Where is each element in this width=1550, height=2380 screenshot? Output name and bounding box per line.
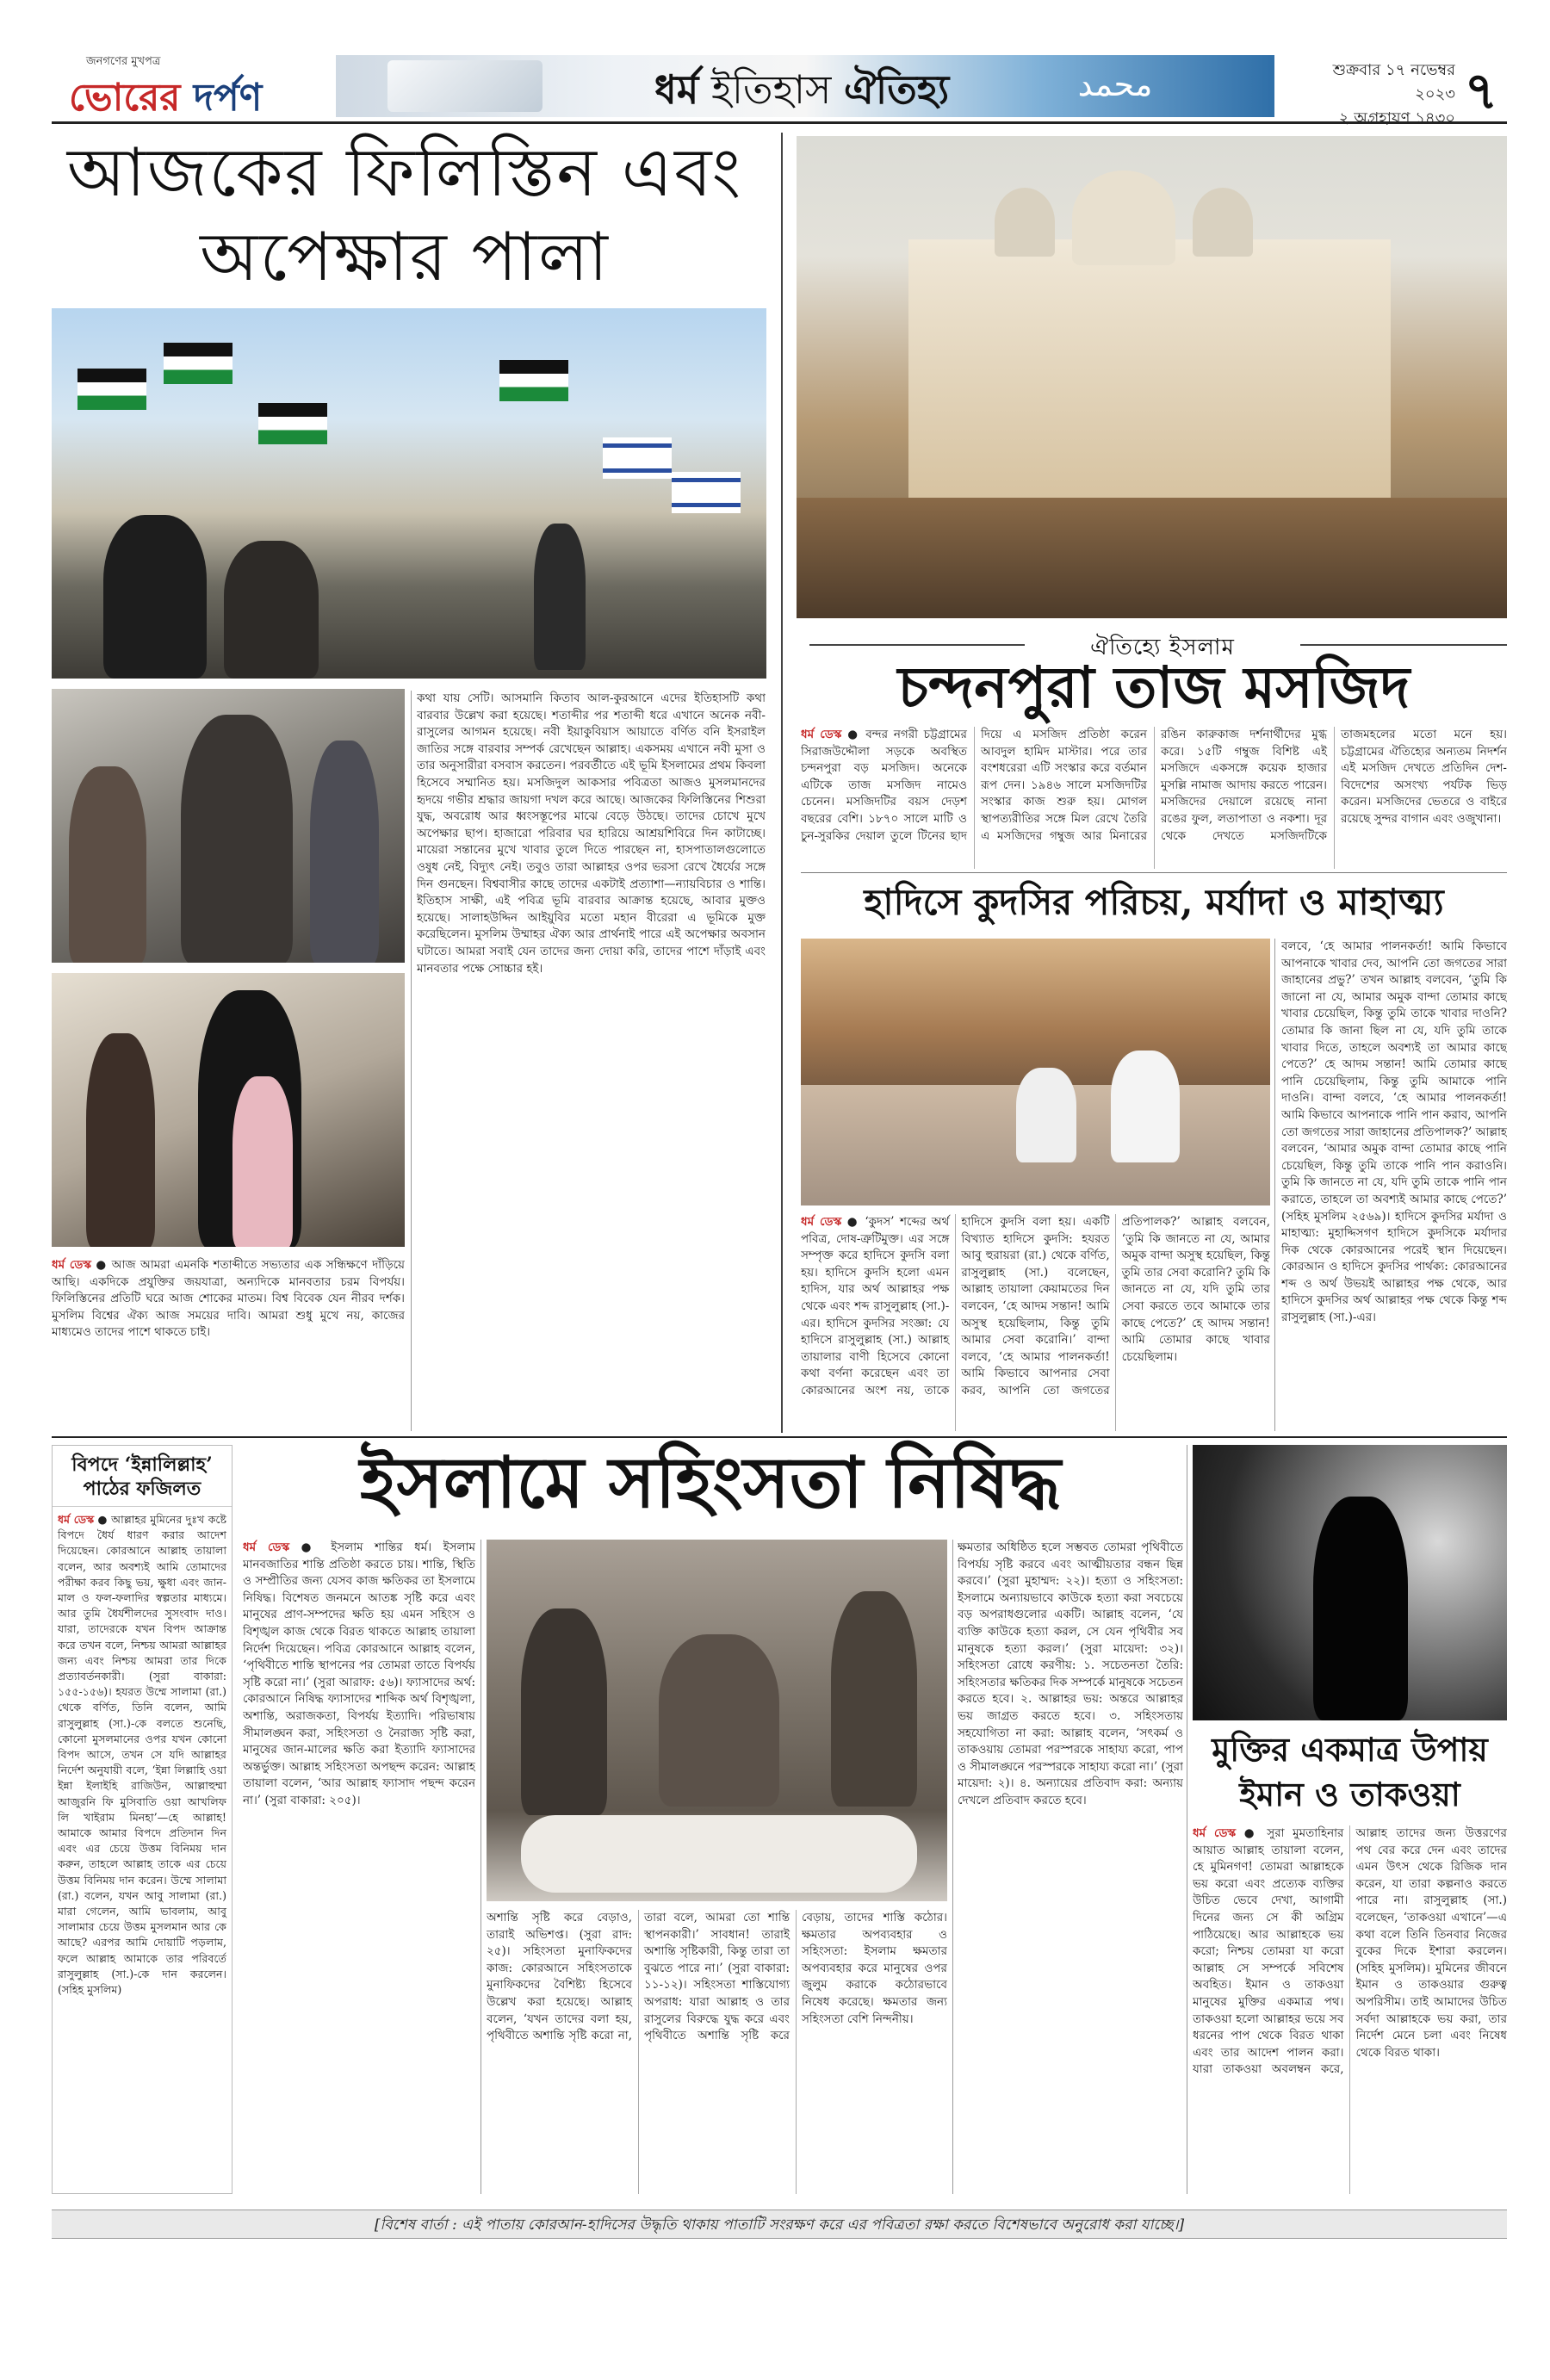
sidebox-body: ধর্ম ডেস্ক ● আল্লাহর মুমিনের দুঃখ কষ্টে বিপদে ধৈর্য ধারণ করার আদেশ দিয়েছেন। কোরআনে আল্লাহ তায়ালা বলেন, আর অবশ্যই আমি তোমাদের পরীক্ষা করব কিছু ভয়, ক্ষুধা এবং জান-মাল ও ফল-ফলাদির স্বল্পতার মাধ্যমে। আর তুমি ধৈর্যশীলদের সুসংবাদ দাও। যারা, তাদেরকে যখন বিপদ আক্রান্ত করে তখন বলে, নিশ্চয় আমরা আল্লাহর জন্য এবং নিশ্চয় আমরা তার দিকে প্রত্যাবর্তনকারী। (সুরা বাকারা: ১৫৫-১৫৬)। হযরত উম্মে সালামা (রা.) থেকে বর্ণিত, তিনি বলেন, আমি রাসুলুল্লাহ (সা.)-কে বলতে শুনেছি, কোনো মুসলমানের ওপর যখন কোনো বিপদ আসে, তখন সে যদি আল্লাহর নির্দেশ অনুযায়ী বলে, ‘ইন্না লিল্লাহি ওয়া ইন্না ইলাইহি রাজিউন, আল্লাহুম্মা আজুরনি ফি মুসিবাতি ওয়া আখলিফ লি খাইরাম মিনহা’—হে আল্লাহ! আমাকে আমার বিপদে প্রতিদান দিন এবং এর চেয়ে উত্তম বিনিময় দান করুন, তাহলে আল্লাহ তাকে এর চেয়ে উত্তম বিনিময় দান করেন। উম্মে সালামা (রা.) বলেন, যখন আবু সালামা (রা.) মারা গেলেন, আমি ভাবলাম, আবু সালামার চেয়ে উত্তম মুসলমান আর কে আছে? এরপর আমি দোয়াটি পড়লাম, ফলে আল্লাহ আমাকে তার পরিবর্তে রাসুলুল্লাহ (সা.)-কে দান করলেন। (সহিহ মুসলিম) [58, 1513, 227, 1997]
footer-notice: [বিশেষ বার্তা : এই পাতায় কোরআন-হাদিসের উদ্ধৃতি থাকায় পাতাটি সংরক্ষণ করে এর পবিত্রতা রক্ষা করতে বিশেষভাবে অনুরোধ করা যাচ্ছে।] [52, 2210, 1507, 2239]
gaza-mourning-photo [487, 1540, 947, 1901]
column-divider [952, 1540, 953, 2194]
section-banner [336, 55, 1274, 117]
sidebar-box [52, 1445, 232, 2194]
evacuation-photo [52, 689, 405, 963]
lead-byline: ধর্ম ডেস্ক [52, 1258, 92, 1272]
police-figure [534, 524, 586, 670]
hadis-body: ধর্ম ডেস্ক ● ‘কুদস’ শব্দের অর্থ পবিত্র, দোষ-ত্রুটিমুক্ত। এর সঙ্গে সম্পৃক্ত করে হাদিসে কুদসি বলা হয়। হাদিসে কুদসি হলো এমন হাদিস, যার অর্থ আল্লাহর পক্ষ থেকে এবং শব্দ রাসুলুল্লাহ (সা.)-এর। হাদিসে কুদসির সংজ্ঞা: যে হাদিসে রাসুলুল্লাহ (সা.) আল্লাহ তায়ালার বাণী হিসেবে কোনো কথা বর্ণনা করেছেন এবং তা কোরআনের অংশ নয়, তাকে হাদিসে কুদসি বলা হয়। একটি বিখ্যাত হাদিসে কুদসি: হযরত আবু হুরায়রা (রা.) থেকে বর্ণিত, রাসুলুল্লাহ (সা.) বলেছেন, আল্লাহ তায়ালা কেয়ামতের দিন বলবেন, ‘হে আদম সন্তান! আমি অসুস্থ হয়েছিলাম, কিন্তু তুমি আমার সেবা করোনি।’ বান্দা বলবে, ‘হে আমার পালনকর্তা! আমি কিভাবে আপনার সেবা করব, আপনি তো জগতের প্রতিপালক?’ আল্লাহ বলবেন, ‘তুমি কি জানতে না যে, আমার অমুক বান্দা অসুস্থ হয়েছিল, কিন্তু তুমি তার সেবা করোনি? তুমি কি জানতে না যে, যদি তুমি তার সেবা করতে তবে আমাকে তার কাছে পেতে?’ হে আদম সন্তান! আমি তোমার কাছে খাবার চেয়েছিলাম। [801, 1215, 1270, 1398]
section-title-oitijjho: ঐতিহ্য [844, 66, 950, 113]
sidebox-headline[interactable]: বিপদে ‘ইন্নালিল্লাহ’ পাঠের ফজিলত [53, 1446, 232, 1507]
mosque-headline[interactable]: চন্দনপুরা তাজ মসজিদ [897, 654, 1410, 721]
violence-byline: ধর্ম ডেস্ক [243, 1540, 290, 1554]
mosque-kicker: ঐতিহ্যে ইসলাম [1090, 635, 1235, 660]
mecca-prayer-photo [801, 939, 1270, 1205]
mosque-dome-icon [1072, 170, 1175, 265]
section-title-itihas: ইতিহাস [698, 66, 845, 113]
section-title-dharma: ধর্ম [654, 66, 699, 113]
mosque-building [908, 239, 1391, 498]
logo-name-part1: ভোরের [69, 76, 181, 120]
violence-headline[interactable]: ইসলামে সহিংসতা নিষিদ্ধ [360, 1441, 1061, 1524]
worshipper-figure [1111, 1051, 1180, 1162]
hadis-headline[interactable]: হাদিসে কুদসির পরিচয়, মর্যাদা ও মাহাত্ম্য [864, 881, 1444, 923]
calligraphy-logo: محمد [1077, 65, 1153, 103]
hadis-byline: ধর্ম ডেস্ক [801, 1215, 842, 1229]
column-divider [1274, 939, 1275, 1431]
palestine-flag-icon [78, 369, 146, 410]
mukti-body-text: সুরা মুমতাহিনার আয়াত আল্লাহ তায়ালা বলেন, হে মুমিনগণ! তোমরা আল্লাহকে ভয় করো এবং প্রত্যেক ব্যক্তির উচিত ভেবে দেখা, আগামী দিনের জন্য সে কী অগ্রিম পাঠিয়েছে। আর আল্লাহকে ভয় করো; নিশ্চয় তোমরা যা করো আল্লাহ সে সম্পর্কে সবিশেষ অবহিত। ইমান ও তাকওয়া মানুষের মুক্তির একমাত্র পথ। তাকওয়া হলো আল্লাহর ভয়ে সব ধরনের পাপ থেকে বিরত থাকা এবং তার আদেশ পালন করা। যারা তাকওয়া অবলম্বন করে, আল্লাহ তাদের জন্য উত্তরণের পথ বের করে দেন এবং তাদের এমন উৎস থেকে রিজিক দান করেন, যা তারা কল্পনাও করতে পারে না। রাসুলুল্লাহ (সা.) বলেছেন, ‘তাকওয়া এখানে’—এ কথা বলে তিনি তিনবার নিজের বুকের দিকে ইশারা করলেন। (সহিহ মুসলিম)। মুমিনের জীবনে ইমান ও তাকওয়ার গুরুত্ব অপরিসীম। তাই আমাদের উচিত সর্বদা আল্লাহকে ভয় করা, তার নির্দেশ মেনে চলা এবং নিষেধ থেকে বিরত থাকা। [1193, 1826, 1507, 2077]
column-divider [480, 1540, 481, 2194]
protester-figure [103, 515, 207, 679]
hadis-body-text: ‘কুদস’ শব্দের অর্থ পবিত্র, দোষ-ত্রুটিমুক্ত। এর সঙ্গে সম্পৃক্ত করে হাদিসে কুদসি বলা হয়। হাদিসে কুদসি হলো এমন হাদিস, যার অর্থ আল্লাহর পক্ষ থেকে এবং শব্দ রাসুলুল্লাহ (সা.)-এর। হাদিসে কুদসির সংজ্ঞা: যে হাদিসে রাসুলুল্লাহ (সা.) আল্লাহ তায়ালার বাণী হিসেবে কোনো কথা বর্ণনা করেছেন এবং তা কোরআনের অংশ নয়, তাকে হাদিসে কুদসি বলা হয়। একটি বিখ্যাত হাদিসে কুদসি: হযরত আবু হুরায়রা (রা.) থেকে বর্ণিত, রাসুলুল্লাহ (সা.) বলেছেন, আল্লাহ তায়ালা কেয়ামতের দিন বলবেন, ‘হে আদম সন্তান! আমি অসুস্থ হয়েছিলাম, কিন্তু তুমি আমার সেবা করোনি।’ বান্দা বলবে, ‘হে আমার পালনকর্তা! আমি কিভাবে আপনার সেবা করব, আপনি তো জগতের প্রতিপালক?’ আল্লাহ বলবেন, ‘তুমি কি জানতে না যে, আমার অমুক বান্দা অসুস্থ হয়েছিল, কিন্তু তুমি তার সেবা করোনি? তুমি কি জানতে না যে, যদি তুমি তার সেবা করতে তবে আমাকে তার কাছে পেতে?’ হে আদম সন্তান! আমি তোমার কাছে খাবার চেয়েছিলাম। [801, 1215, 1270, 1398]
rooftops [797, 498, 1507, 618]
mukti-headline[interactable] [1193, 1727, 1507, 1817]
israel-flag-icon [603, 437, 672, 479]
lead-headline[interactable]: আজকের ফিলিস্তিন এবং অপেক্ষার পালা [66, 134, 743, 296]
violence-body-a: ধর্ম ডেস্ক ● ইসলাম শান্তির ধর্ম। ইসলাম মানবজাতির শান্তি প্রতিষ্ঠা করতে চায়। শান্তি, স্থিতি ও সম্প্রীতির জন্য যেসব কাজ ক্ষতিকর তা ইসলামে নিষিদ্ধ। বিশেষত জনমনে আতঙ্ক সৃষ্টি করে এবং মানুষের প্রাণ-সম্পদের ক্ষতি হয় এমন সহিংস ও বিশৃঙ্খল কাজ থেকে বিরত থাকতে আল্লাহ তায়ালা নির্দেশ দিয়েছেন। পবিত্র কোরআনে আল্লাহ বলেন, ‘পৃথিবীতে শান্তি স্থাপনের পর তোমরা তাতে বিপর্যয় সৃষ্টি করো না।’ (সুরা আরাফ: ৫৬)। ফ্যাসাদের অর্থ: কোরআনে নিষিদ্ধ ফ্যাসাদের শাব্দিক অর্থ বিশৃঙ্খলা, অশান্তি, অরাজকতা, বিপর্যয় ইত্যাদি। পরিভাষায় সীমালঙ্ঘন করা, সহিংসতা ও নৈরাজ্য সৃষ্টি করা, মানুষের জান-মালের ক্ষতি করা ইত্যাদি ফ্যাসাদের অন্তর্ভুক্ত। আল্লাহ সহিংসতা অপছন্দ করেন: আল্লাহ তায়ালা বলেন, ‘আর আল্লাহ ফ্যাসাদ পছন্দ করেন না।’ (সুরা বাকারা: ২০৫)। [243, 1540, 475, 1807]
mosque-byline: ধর্ম ডেস্ক [801, 728, 842, 741]
newspaper-logo[interactable] [52, 53, 327, 119]
sidebox-body-text: আল্লাহর মুমিনের দুঃখ কষ্টে বিপদে ধৈর্য ধারণ করার আদেশ দিয়েছেন। কোরআনে আল্লাহ তায়ালা বলেন, আর অবশ্যই আমি তোমাদের পরীক্ষা করব কিছু ভয়, ক্ষুধা এবং জান-মাল ও ফল-ফলাদির স্বল্পতার মাধ্যমে। আর তুমি ধৈর্যশীলদের সুসংবাদ দাও। যারা, তাদেরকে যখন বিপদ আক্রান্ত করে তখন বলে, নিশ্চয় আমরা আল্লাহর জন্য এবং নিশ্চয় আমরা তার দিকে প্রত্যাবর্তনকারী। (সুরা বাকারা: ১৫৫-১৫৬)। হযরত উম্মে সালামা (রা.) থেকে বর্ণিত, তিনি বলেন, আমি রাসুলুল্লাহ (সা.)-কে বলতে শুনেছি, কোনো মুসলমানের ওপর যখন কোনো বিপদ আসে, তখন সে যদি আল্লাহর নির্দেশ অনুযায়ী বলে, ‘ইন্না লিল্লাহি ওয়া ইন্না ইলাইহি রাজিউন, আল্লাহুম্মা আজুরনি ফি মুসিবাতি ওয়া আখলিফ লি খাইরাম মিনহা’—হে আল্লাহ! আমাকে আমার বিপদে প্রতিদান দিন এবং এর চেয়ে উত্তম বিনিময় দান করুন, তাহলে আল্লাহ তাকে এর চেয়ে উত্তম বিনিময় দান করেন। উম্মে সালামা (রা.) বলেন, যখন আবু সালামা (রা.) মারা গেলেন, আমি ভাবলাম, আবু সালামার চেয়ে উত্তম মুসলমান আর কে আছে? এরপর আমি দোয়াটি পড়লাম, ফলে আল্লাহ আমাকে তার পরিবর্তে রাসুলুল্লাহ (সা.)-কে দান করলেন। (সহিহ মুসলিম) [58, 1513, 227, 1997]
newspaper-page [52, 50, 1507, 2332]
logo-name-part2: দর্পণ [180, 76, 263, 120]
date-bangla: ২ অগ্রহায়ণ ১৪৩০ [1338, 109, 1455, 127]
mosque-body: ধর্ম ডেস্ক ● বন্দর নগরী চট্টগ্রামের সিরাজউদ্দৌলা সড়কে অবস্থিত চন্দনপুরা বড় মসজিদ। অনেকে এটিকে তাজ মসজিদ নামেও চেনেন। মসজিদটির বয়স দেড়শ বছরের বেশি। ১৮৭০ সালে মাটি ও চুন-সুরকির দেয়াল তুলে টিনের ছাদ দিয়ে এ মসজিদ প্রতিষ্ঠা করেন আবদুল হামিদ মাস্টার। পরে তার বংশধরেরা এটি সংস্কার করে বর্তমান রূপ দেন। ১৯৪৬ সালে মসজিদটির সংস্কার কাজ শুরু হয়। মোগল স্থাপত্যরীতির সঙ্গে মিল রেখে তৈরি এ মসজিদের গম্বুজ আর মিনারের রঙিন কারুকাজ দর্শনার্থীদের মুগ্ধ করে। ১৫টি গম্বুজ বিশিষ্ট এই মসজিদে একসঙ্গে কয়েক হাজার মুসল্লি নামাজ আদায় করতে পারেন। মসজিদের দেয়ালে রয়েছে নানা রঙের ফুল, লতাপাতা ও নকশা। দূর থেকে দেখতে মসজিদটিকে তাজমহলের মতো মনে হয়। চট্টগ্রামের ঐতিহ্যের অন্যতম নিদর্শন এই মসজিদ দেখতে প্রতিদিন দেশ-বিদেশের অসংখ্য পর্যটক ভিড় করেন। মসজিদের ভেতরে ও বাইরে রয়েছে সুন্দর বাগান এবং ওজুখানা। [801, 728, 1507, 843]
girl-figure [232, 1076, 293, 1247]
column-divider [781, 133, 783, 1433]
date-gregorian: শুক্রবার ১৭ নভেম্বর ২০২৩ [1332, 61, 1455, 103]
mosque-dome-icon [995, 188, 1055, 257]
kicker-rule-right [1300, 644, 1507, 646]
kicker-rule-left [809, 644, 1025, 646]
lead-body-bottom-text: আজ আমরা এমনকি শতাব্দীতে সভ্যতার এক সন্ধিক্ষণে দাঁড়িয়ে আছি। একদিকে প্রযুক্তির জয়যাত্রা, অন্যদিকে মানবতার চরম বিপর্যয়। ফিলিস্তিনের প্রতিটি ঘরে আজ শোকের মাতম। বিশ্ব বিবেক যেন নীরব দর্শক। মুসলিম বিশ্বের ঐক্য আজ সময়ের দাবি। আমরা শুধু মুখে নয়, কাজের মাধ্যমেও তাদের পাশে থাকতে চাই। [52, 1258, 405, 1340]
dateline [1292, 59, 1455, 131]
quran-book-icon [388, 60, 542, 112]
mukti-headline-line1: মুক্তির একমাত্র উপায় [1212, 1730, 1488, 1769]
woman-figure [69, 766, 146, 963]
section-divider [801, 872, 1507, 873]
palestine-flag-icon [258, 403, 327, 444]
column-divider [411, 691, 412, 1431]
woman-figure [310, 741, 379, 963]
sidebox-byline: ধর্ম ডেস্ক [58, 1513, 95, 1526]
violence-body-c: ক্ষমতার অধিষ্ঠিত হলে সম্ভবত তোমরা পৃথিবীতে বিপর্যয় সৃষ্টি করবে এবং আত্মীয়তার বন্ধন ছিন্ন করবে।’ (সুরা মুহাম্মদ: ২২)। হত্যা ও সহিংসতা: ইসলামে অন্যায়ভাবে কাউকে হত্যা করা সবচেয়ে বড় অপরাধগুলোর একটি। আল্লাহ বলেন, ‘যে ব্যক্তি কাউকে হত্যা করল, সে যেন পৃথিবীর সব মানুষকে হত্যা করল।’ (সুরা মায়েদা: ৩২)। সহিংসতা রোধে করণীয়: ১. সচেতনতা তৈরি: সহিংসতার ক্ষতিকর দিক সম্পর্কে মানুষকে সচেতন করতে হবে। ২. আল্লাহর ভয়: অন্তরে আল্লাহর ভয় জাগ্রত করতে হবে। ৩. সহিংসতায় সহযোগিতা না করা: আল্লাহ বলেন, ‘সৎকর্ম ও তাকওয়ায় তোমরা পরস্পরকে সাহায্য করো, পাপ ও সীমালঙ্ঘনে পরস্পরকে সাহায্য করো না।’ (সুরা মায়েদা: ২)। ৪. অন্যায়ের প্রতিবাদ করা: অন্যায় দেখলে প্রতিবাদ করতে হবে। [958, 1540, 1183, 1807]
worshipper-figure [1016, 1068, 1076, 1162]
mosque-body-text: বন্দর নগরী চট্টগ্রামের সিরাজউদ্দৌলা সড়কে অবস্থিত চন্দনপুরা বড় মসজিদ। অনেকে এটিকে তাজ মসজিদ নামেও চেনেন। মসজিদটির বয়স দেড়শ বছরের বেশি। ১৮৭০ সালে মাটি ও চুন-সুরকির দেয়াল তুলে টিনের ছাদ দিয়ে এ মসজিদ প্রতিষ্ঠা করেন আবদুল হামিদ মাস্টার। পরে তার বংশধরেরা এটি সংস্কার করে বর্তমান রূপ দেন। ১৯৪৬ সালে মসজিদটির সংস্কার কাজ শুরু হয়। মোগল স্থাপত্যরীতির সঙ্গে মিল রেখে তৈরি এ মসজিদের গম্বুজ আর মিনারের রঙিন কারুকাজ দর্শনার্থীদের মুগ্ধ করে। ১৫টি গম্বুজ বিশিষ্ট এই মসজিদে একসঙ্গে কয়েক হাজার মুসল্লি নামাজ আদায় করতে পারেন। মসজিদের দেয়ালে রয়েছে নানা রঙের ফুল, লতাপাতা ও নকশা। দূর থেকে দেখতে মসজিদটিকে তাজমহলের মতো মনে হয়। চট্টগ্রামের ঐতিহ্যের অন্যতম নিদর্শন এই মসজিদ দেখতে প্রতিদিন দেশ-বিদেশের অসংখ্য পর্যটক ভিড় করেন। মসজিদের ভেতরে ও বাইরে রয়েছে সুন্দর বাগান এবং ওজুখানা। [801, 728, 1507, 843]
violence-body-b: অশান্তি সৃষ্টি করে বেড়াও, তারাই অভিশপ্ত। (সুরা রাদ: ২৫)। সহিংসতা মুনাফিকদের কাজ: কোরআনে সহিংসতাকে মুনাফিকদের বৈশিষ্ট্য হিসেবে উল্লেখ করা হয়েছে। আল্লাহ বলেন, ‘যখন তাদের বলা হয়, পৃথিবীতে অশান্তি সৃষ্টি করো না, তারা বলে, আমরা তো শান্তি স্থাপনকারী।’ সাবধান! তারাই অশান্তি সৃষ্টিকারী, কিন্তু তারা তা বুঝতে পারে না।’ (সুরা বাকারা: ১১-১২)। সহিংসতা শাস্তিযোগ্য অপরাধ: যারা আল্লাহ ও তার রাসুলের বিরুদ্ধে যুদ্ধ করে এবং পৃথিবীতে অশান্তি সৃষ্টি করে বেড়ায়, তাদের শাস্তি কঠোর। ক্ষমতার অপব্যবহার ও সহিংসতা: ইসলাম ক্ষমতার অপব্যবহার করে মানুষের ওপর জুলুম করাকে কঠোরভাবে নিষেধ করেছে। ক্ষমতার জন্য সহিংসতা বেশি নিন্দনীয়। [487, 1911, 947, 2043]
lead-body-bottom: ধর্ম ডেস্ক ● আজ আমরা এমনকি শতাব্দীতে সভ্যতার এক সন্ধিক্ষণে দাঁড়িয়ে আছি। একদিকে প্রযুক্তির জয়যাত্রা, অন্যদিকে মানবতার চরম বিপর্যয়। ফিলিস্তিনের প্রতিটি ঘরে আজ শোকের মাতম। বিশ্ব বিবেক যেন নীরব দর্শক। মুসলিম বিশ্বের ঐক্য আজ সময়ের দাবি। আমরা শুধু মুখে নয়, কাজের মাধ্যমেও তাদের পাশে থাকতে চাই। [52, 1258, 405, 1340]
children-photo [52, 973, 405, 1247]
man-figure [831, 1591, 917, 1807]
logo-tagline: জনগণের মুখপত্র [86, 55, 161, 68]
grieving-woman-figure [659, 1634, 779, 1807]
praying-woman-photo [1193, 1445, 1507, 1720]
lead-body-right: কথা যায় সেটি। আসমানি কিতাব আল-কুরআনে এদের ইতিহাসটি কথা বারবার উল্লেখ করা হয়েছে। শতাব্দীর পর শতাব্দী ধরে এখানে অনেক নবী-রাসুলের আগমন হয়েছে। নবী ইয়াকুবিয়াস আয়াতে বর্ণিত বনি ইসরাইল জাতির সঙ্গে বারবার সম্পর্ক রেখেছেন আল্লাহ। একসময় এখানে নবী মুসা ও তার অনুসারীরা বসবাস করতেন। পরবর্তীতে এই ভূমি ইসলামের প্রথম কিবলা হিসেবে সম্মানিত হয়। মসজিদুল আকসার পবিত্রতা আজও মুসলমানদের হৃদয়ে গভীর শ্রদ্ধার জায়গা দখল করে আছে। আজকের ফিলিস্তিনের শিশুরা যুদ্ধ, অবরোধ আর ধ্বংসস্তূপের মাঝে বেড়ে উঠছে। তাদের চোখে মুখে অপেক্ষার ছাপ। হাজারো পরিবার ঘর হারিয়ে আশ্রয়শিবিরে দিন কাটাচ্ছে। মায়েরা সন্তানের মুখে খাবার তুলে দিতে পারছেন না, হাসপাতালগুলোতে ওষুধ নেই, বিদ্যুৎ নেই। তবুও তারা আল্লাহর ওপর ভরসা রেখে ধৈর্যের সঙ্গে দিন গুনছেন। বিশ্ববাসীর কাছে তাদের একটাই প্রত্যাশা—ন্যায়বিচার ও শান্তি। ইতিহাস সাক্ষী, এই পবিত্র ভূমি বারবার আক্রান্ত হয়েছে, আবার মুক্তও হয়েছে। সালাহউদ্দিন আইয়ুবির মতো মহান বীরেরা এ ভূমিকে মুক্ত করেছিলেন। মুসলিম উম্মাহর ঐক্য আর প্রার্থনাই পারে এই অপেক্ষার অবসান ঘটাতে। আমরা সবাই যেন তাদের জন্য দোয়া করি, তাদের পাশে দাঁড়াই এবং মানবতার পক্ষে সোচ্চার হই। [417, 691, 766, 976]
page-number: ৭ [1455, 52, 1507, 121]
section-title [654, 60, 949, 126]
masthead [52, 50, 1507, 127]
palestine-flag-icon [164, 343, 232, 384]
boy-figure [86, 1033, 155, 1247]
white-shroud [521, 1815, 917, 1893]
man-figure [521, 1608, 607, 1815]
violence-body-a-text: ইসলাম শান্তির ধর্ম। ইসলাম মানবজাতির শান্তি প্রতিষ্ঠা করতে চায়। শান্তি, স্থিতি ও সম্প্রীতির জন্য যেসব কাজ ক্ষতিকর তা ইসলামে নিষিদ্ধ। বিশেষত জনমনে আতঙ্ক সৃষ্টি করে এবং মানুষের প্রাণ-সম্পদের ক্ষতি হয় এমন সহিংস ও বিশৃঙ্খল কাজ থেকে বিরত থাকতে আল্লাহ তায়ালা নির্দেশ দিয়েছেন। পবিত্র কোরআনে আল্লাহ বলেন, ‘পৃথিবীতে শান্তি স্থাপনের পর তোমরা তাতে বিপর্যয় সৃষ্টি করো না।’ (সুরা আরাফ: ৫৬)। ফ্যাসাদের অর্থ: কোরআনে নিষিদ্ধ ফ্যাসাদের শাব্দিক অর্থ বিশৃঙ্খলা, অশান্তি, অরাজকতা, বিপর্যয় ইত্যাদি। পরিভাষায় সীমালঙ্ঘন করা, সহিংসতা ও নৈরাজ্য সৃষ্টি করা, মানুষের জান-মালের ক্ষতি করা ইত্যাদি ফ্যাসাদের অন্তর্ভুক্ত। আল্লাহ সহিংসতা অপছন্দ করেন: আল্লাহ তায়ালা বলেন, ‘আর আল্লাহ ফ্যাসাদ পছন্দ করেন না।’ (সুরা বাকারা: ২০৫)। [243, 1540, 475, 1807]
logo-name [69, 69, 262, 132]
mukti-body: ধর্ম ডেস্ক ● সুরা মুমতাহিনার আয়াত আল্লাহ তায়ালা বলেন, হে মুমিনগণ! তোমরা আল্লাহকে ভয় করো এবং প্রত্যেক ব্যক্তির উচিত ভেবে দেখা, আগামী দিনের জন্য সে কী অগ্রিম পাঠিয়েছে। আর আল্লাহকে ভয় করো; নিশ্চয় তোমরা যা করো আল্লাহ সে সম্পর্কে সবিশেষ অবহিত। ইমান ও তাকওয়া মানুষের মুক্তির একমাত্র পথ। তাকওয়া হলো আল্লাহর ভয়ে সব ধরনের পাপ থেকে বিরত থাকা এবং তার আদেশ পালন করা। যারা তাকওয়া অবলম্বন করে, আল্লাহ তাদের জন্য উত্তরণের পথ বের করে দেন এবং তাদের এমন উৎস থেকে রিজিক দান করেন, যা তারা কল্পনাও করতে পারে না। রাসুলুল্লাহ (সা.) বলেছেন, ‘তাকওয়া এখানে’—এ কথা বলে তিনি তিনবার নিজের বুকের দিকে ইশারা করলেন। (সহিহ মুসলিম)। মুমিনের জীবনে ইমান ও তাকওয়ার গুরুত্ব অপরিসীম। তাই আমাদের উচিত সর্বদা আল্লাহকে ভয় করা, তার নির্দেশ মেনে চলা এবং নিষেধ থেকে বিরত থাকা। [1193, 1826, 1507, 2077]
mukti-byline: ধর্ম ডেস্ক [1193, 1826, 1237, 1840]
man-carrying-child-figure [181, 715, 293, 963]
israel-flag-icon [672, 472, 741, 513]
palestine-flag-icon [499, 360, 568, 401]
praying-silhouette-figure [1313, 1497, 1408, 1720]
mukti-headline-line2: ইমান ও তাকওয়া [1239, 1775, 1460, 1813]
mosque-photo [797, 136, 1507, 618]
protester-figure [224, 541, 319, 679]
hadis-body-side: বলবে, ‘হে আমার পালনকর্তা! আমি কিভাবে আপনাকে খাবার দেব, আপনি তো জগতের সারা জাহানের প্রভু?’ তখন আল্লাহ বলবেন, ‘তুমি কি জানো না যে, আমার অমুক বান্দা তোমার কাছে খাবার চেয়েছিল, কিন্তু তুমি তাকে খাবার দাওনি? তোমার কি জানা ছিল না যে, যদি তুমি তাকে খাবার দিতে, তাহলে অবশ্যই তা আমার কাছে পেতে?’ হে আদম সন্তান! আমি তোমার কাছে পানি চেয়েছিলাম, কিন্তু তুমি আমাকে পানি দাওনি। বান্দা বলবে, ‘হে আমার পালনকর্তা! আমি কিভাবে আপনাকে পানি পান করাব, আপনি তো জগতের সারা জাহানের প্রতিপালক?’ আল্লাহ বলবেন, ‘আমার অমুক বান্দা তোমার কাছে পানি চেয়েছিল, কিন্তু তুমি তাকে পানি পান করাওনি। তুমি কি জানতে না যে, যদি তুমি তাকে পানি পান করাতে, তাহলে তা অবশ্যই আমার কাছে পেতে?’ (সহিহ মুসলিম ২৫৬৯)। হাদিসে কুদসির মর্যাদা ও মাহাত্ম্য: মুহাদ্দিসগণ হাদিসে কুদসিকে মর্যাদার দিক থেকে কোরআনের পরেই স্থান দিয়েছেন। কোরআন ও হাদিসে কুদসির পার্থক্য: কোরআনের শব্দ ও অর্থ উভয়ই আল্লাহর পক্ষ থেকে, আর হাদিসে কুদসির অর্থ আল্লাহর পক্ষ থেকে কিন্তু শব্দ রাসুলুল্লাহ (সা.)-এর। [1281, 939, 1507, 1325]
palestine-flags-photo [52, 308, 766, 679]
mosque-dome-icon [1193, 188, 1253, 257]
